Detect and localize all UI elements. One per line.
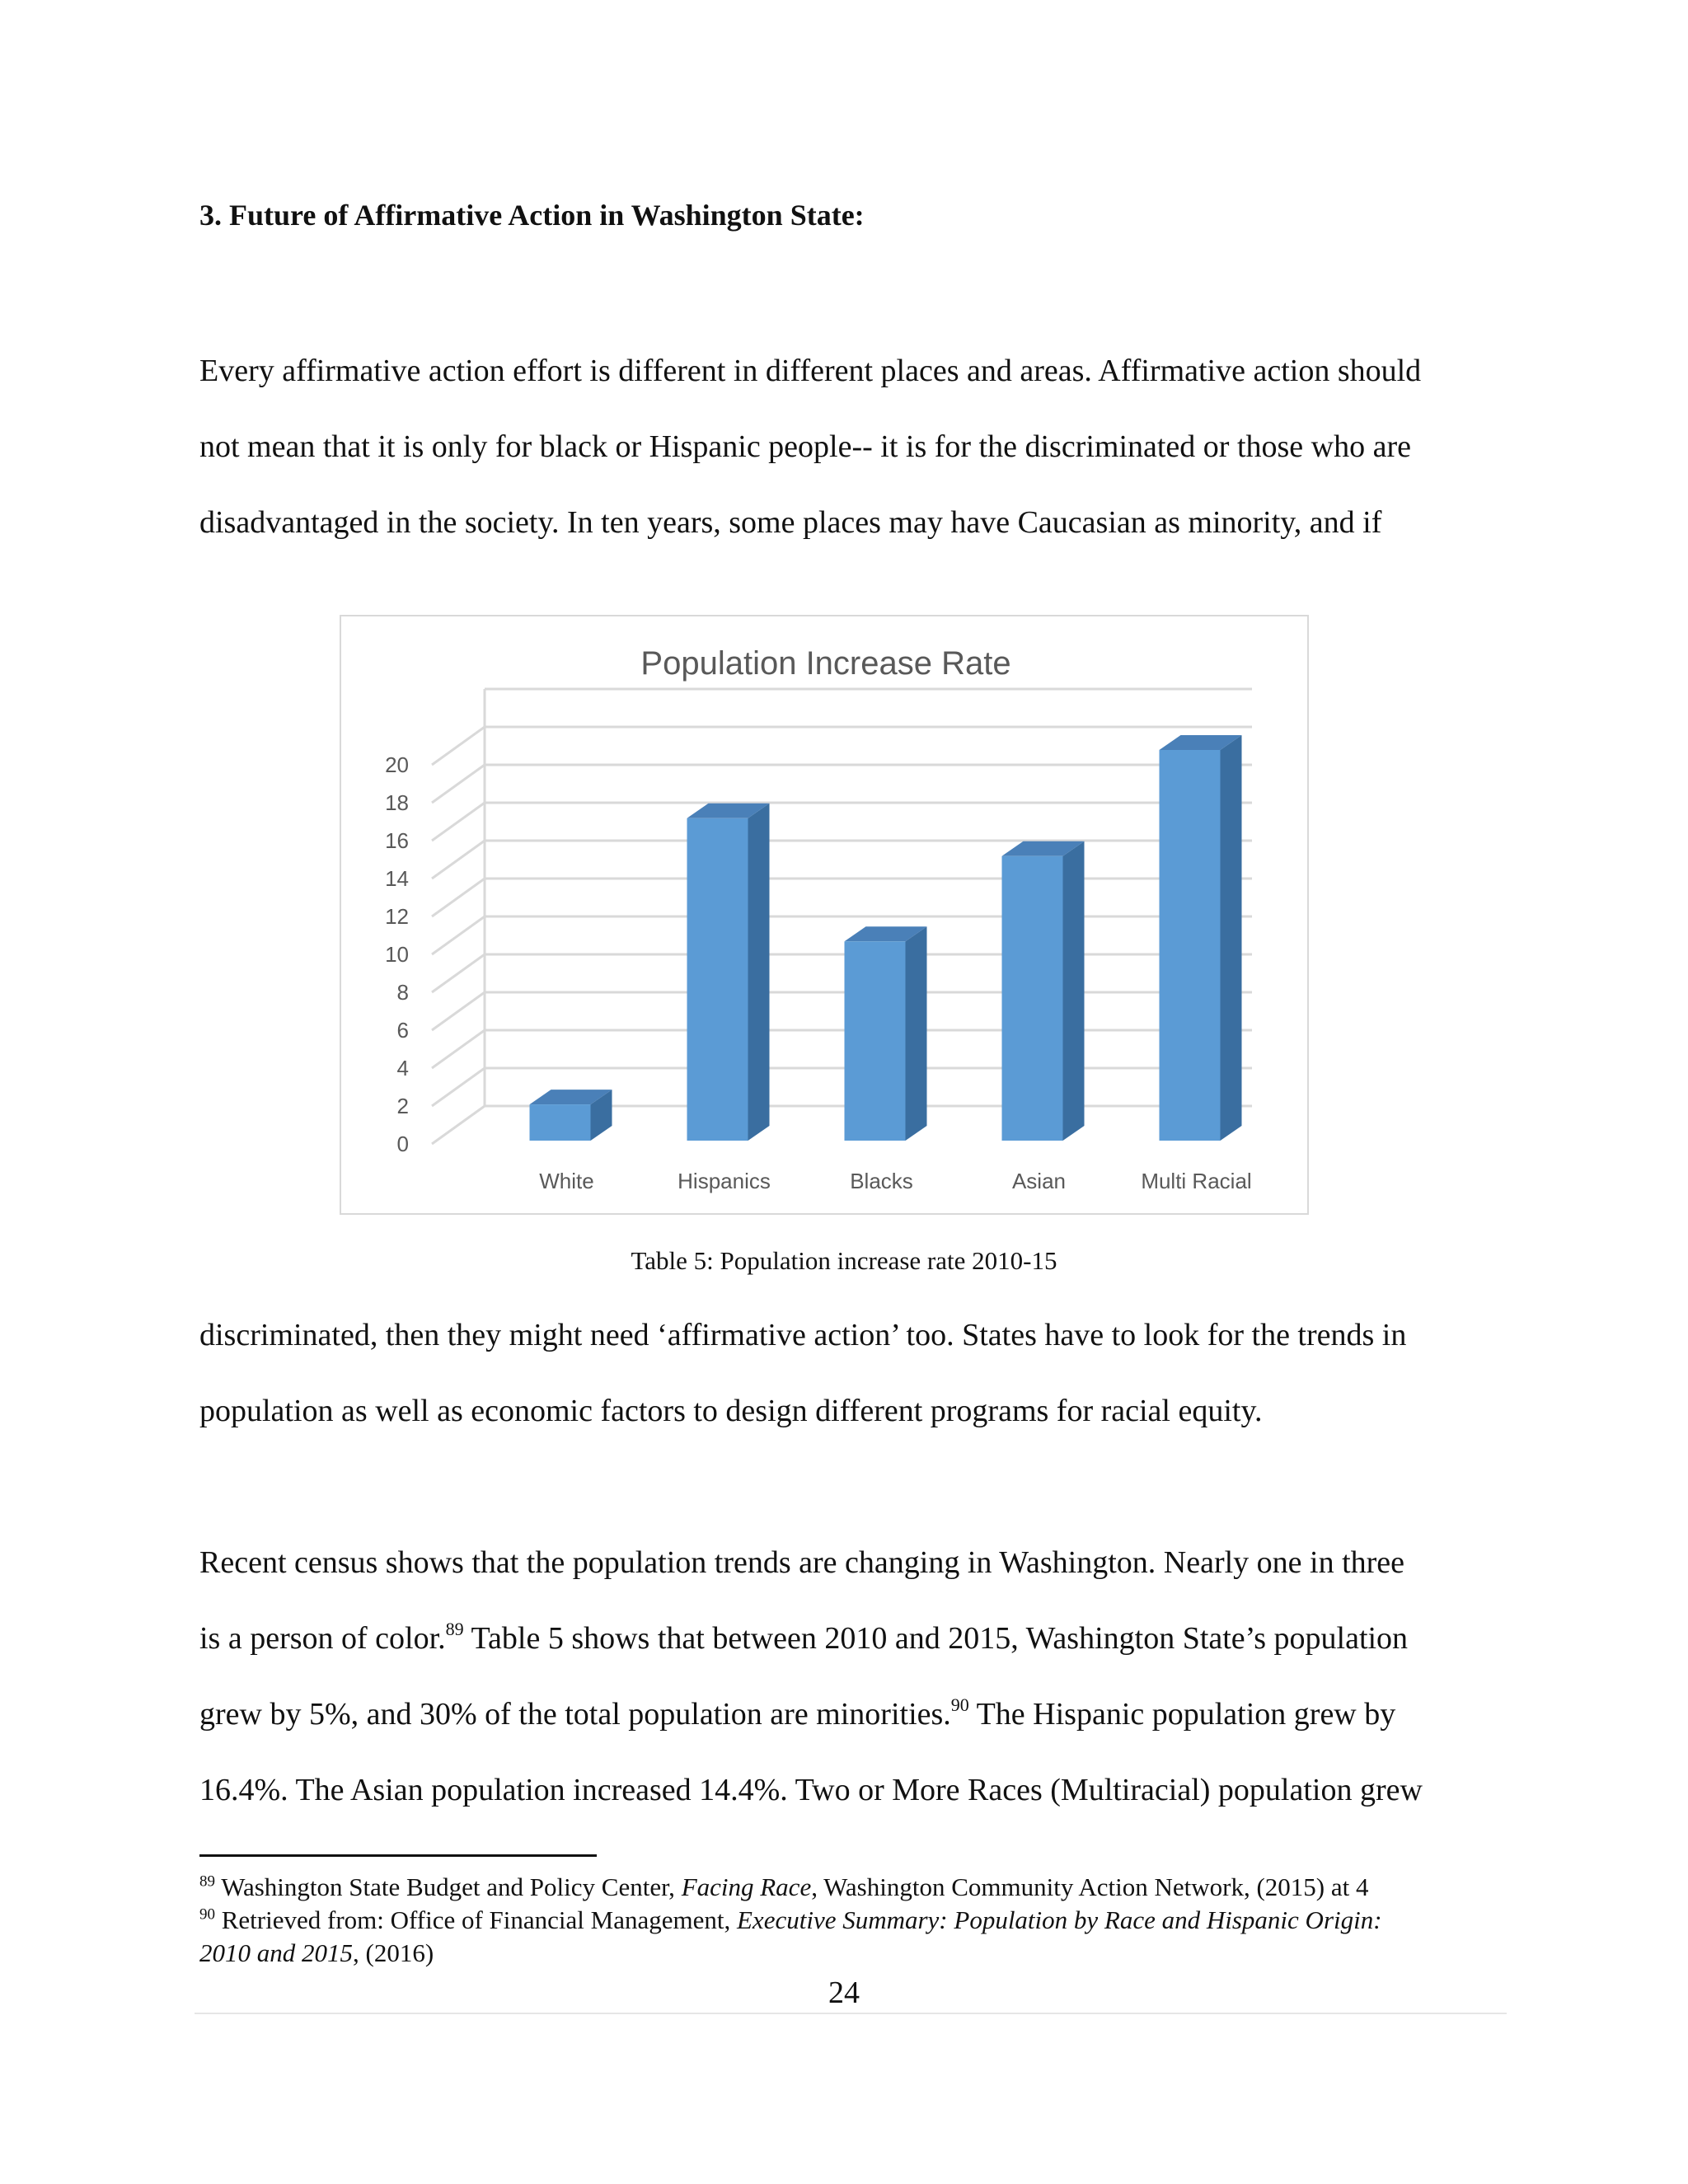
bar <box>687 818 748 1141</box>
footnote-90-continued: 2010 and 2015, (2016) <box>199 1938 434 1967</box>
page-bottom-rule <box>195 2013 1507 2014</box>
chart-title: Population Increase Rate <box>640 645 1011 682</box>
gridline-depth <box>432 1106 485 1144</box>
x-tick-label: White <box>539 1169 594 1193</box>
y-tick-label: 6 <box>396 1018 409 1043</box>
y-tick-label: 20 <box>385 752 409 777</box>
y-tick-label: 14 <box>385 866 409 891</box>
text-line: is a person of color.$^{89}$ Table 5 shows that between 2010 and 2015, Washington State’s population <box>199 1619 1409 1656</box>
gridline-depth <box>432 1030 485 1068</box>
text-line: 16.4%. The Asian population increased 14.4%. Two or More Races (Multiracial) population grew <box>199 1773 1423 1807</box>
text-line: not mean that it is only for black or Hispanic people-- it is for the discriminated or those who are <box>199 429 1411 464</box>
text-line: grew by 5%, and 30% of the total population are minorities.$^{90}$ The Hispanic population grew by <box>199 1694 1396 1732</box>
gridline-depth <box>432 727 485 765</box>
gridline-depth <box>432 803 485 841</box>
text-line: population as well as economic factors to design different programs for racial equity. <box>199 1394 1263 1428</box>
y-tick-label: 12 <box>385 904 409 929</box>
y-tick-label: 4 <box>396 1056 409 1080</box>
paragraph-continuation <box>199 1297 1406 1449</box>
chart-container <box>340 615 1309 1215</box>
section-heading: 3. Future of Affirmative Action in Washington State: <box>199 199 865 232</box>
footnote-divider <box>199 1854 597 1857</box>
bar-chart <box>341 616 1311 1216</box>
x-tick-label: Asian <box>1011 1169 1067 1193</box>
bar-side <box>1063 841 1085 1141</box>
bar <box>845 941 906 1141</box>
table-caption: Table 5: Population increase rate 2010-15 <box>631 1246 1057 1275</box>
paragraph-census <box>199 1525 1423 1828</box>
y-tick-label: 10 <box>385 942 409 967</box>
text-line: disadvantaged in the society. In ten years, some places may have Caucasian as minority, and if <box>199 505 1382 540</box>
y-tick-label: 16 <box>385 828 409 853</box>
paragraph-intro <box>199 333 1421 560</box>
gridline-depth <box>432 765 485 803</box>
bar <box>1160 750 1221 1141</box>
gridline-depth <box>432 954 485 992</box>
text-line: discriminated, then they might need ‘affirmative action’ too. States have to look for the trends in <box>199 1318 1407 1352</box>
y-tick-label: 0 <box>396 1132 409 1156</box>
bar <box>1002 856 1063 1141</box>
footnote-90: $^{90}$ Retrieved from: Office of Financial Management, Executive Summary: Population by Race and Hispanic Origin: <box>199 1905 1382 1934</box>
text-line: Recent census shows that the population trends are changing in Washington. Nearly one in three <box>199 1545 1405 1580</box>
gridline-depth <box>432 879 485 916</box>
page-number: 24 <box>828 1975 860 2010</box>
y-tick-label: 18 <box>385 790 409 815</box>
bar <box>530 1104 591 1141</box>
bar-side <box>748 804 770 1141</box>
gridline-depth <box>432 992 485 1030</box>
footnote-89: $^{89}$ Washington State Budget and Policy Center, Facing Race, Washington Community Action Network, (2015) at 4 <box>199 1872 1369 1901</box>
text-line: Every affirmative action effort is different in different places and areas. Affirmative action should <box>199 354 1422 388</box>
x-tick-label: Blacks <box>850 1169 913 1193</box>
gridline-depth <box>432 1068 485 1106</box>
y-tick-label: 2 <box>396 1094 409 1118</box>
bar-side <box>1221 735 1242 1141</box>
footnotes <box>199 1871 1502 1970</box>
footnote-ref-90[interactable]: 90 <box>950 1694 969 1716</box>
footnote-ref-89[interactable]: 89 <box>445 1619 464 1640</box>
x-tick-label: Hispanics <box>678 1169 771 1193</box>
y-tick-label: 8 <box>396 980 409 1005</box>
bar-side <box>906 926 927 1141</box>
gridline-depth <box>432 916 485 954</box>
x-tick-label: Multi Racial <box>1141 1169 1252 1193</box>
gridline-depth <box>432 841 485 879</box>
